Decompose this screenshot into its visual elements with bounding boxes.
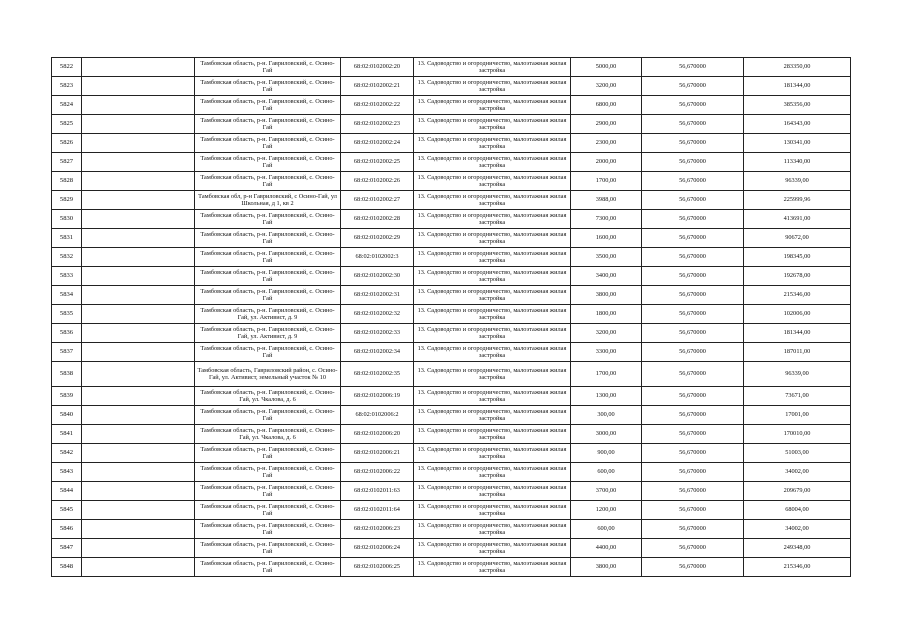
row-number-cell: 5830 bbox=[52, 210, 82, 229]
address-cell: Тамбовская область, р-н. Гавриловский, с. Осино-Гай bbox=[195, 115, 341, 134]
land-use-cell: 13. Садоводство и огородничество, малоэтажная жилая застройка bbox=[414, 153, 571, 172]
land-registry-table bbox=[51, 57, 851, 577]
empty-cell bbox=[82, 134, 195, 153]
land-use-cell: 13. Садоводство и огородничество, малоэтажная жилая застройка bbox=[414, 191, 571, 210]
cadastral-value-cell: 73671,00 bbox=[744, 387, 851, 406]
empty-cell bbox=[82, 501, 195, 520]
specific-value-cell: 56,670000 bbox=[642, 229, 744, 248]
area-cell: 3400,00 bbox=[571, 267, 642, 286]
empty-cell bbox=[82, 406, 195, 425]
cadastral-number-cell: 68:02:0102011:64 bbox=[341, 501, 414, 520]
cadastral-value-cell: 90672,00 bbox=[744, 229, 851, 248]
cadastral-number-cell: 68:02:0102002:20 bbox=[341, 58, 414, 77]
table-row bbox=[52, 115, 851, 134]
empty-cell bbox=[82, 248, 195, 267]
table-row bbox=[52, 134, 851, 153]
cadastral-number-cell: 68:02:0102002:23 bbox=[341, 115, 414, 134]
cadastral-number-cell: 68:02:0102002:25 bbox=[341, 153, 414, 172]
row-number-cell: 5841 bbox=[52, 425, 82, 444]
address-cell: Тамбовская область, р-н. Гавриловский, с. Осино-Гай bbox=[195, 229, 341, 248]
address-cell: Тамбовская область, Гавриловский район, с. Осино-Гай, ул. Активист, земельный участок № 10 bbox=[195, 362, 341, 387]
area-cell: 2000,00 bbox=[571, 153, 642, 172]
address-cell: Тамбовская область, р-н. Гавриловский, с. Осино-Гай bbox=[195, 286, 341, 305]
row-number-cell: 5843 bbox=[52, 463, 82, 482]
land-use-cell: 13. Садоводство и огородничество, малоэтажная жилая застройка bbox=[414, 134, 571, 153]
row-number-cell: 5839 bbox=[52, 387, 82, 406]
table-row bbox=[52, 362, 851, 387]
area-cell: 3988,00 bbox=[571, 191, 642, 210]
empty-cell bbox=[82, 210, 195, 229]
empty-cell bbox=[82, 305, 195, 324]
address-cell: Тамбовская область, р-н. Гавриловский, с. Осино-Гай, ул. Активист, д. 9 bbox=[195, 324, 341, 343]
land-use-cell: 13. Садоводство и огородничество, малоэтажная жилая застройка bbox=[414, 362, 571, 387]
area-cell: 1600,00 bbox=[571, 229, 642, 248]
table-row bbox=[52, 501, 851, 520]
land-use-cell: 13. Садоводство и огородничество, малоэтажная жилая застройка bbox=[414, 286, 571, 305]
row-number-cell: 5831 bbox=[52, 229, 82, 248]
cadastral-value-cell: 215346,00 bbox=[744, 558, 851, 577]
cadastral-number-cell: 68:02:0102002:32 bbox=[341, 305, 414, 324]
land-use-cell: 13. Садоводство и огородничество, малоэтажная жилая застройка bbox=[414, 463, 571, 482]
row-number-cell: 5822 bbox=[52, 58, 82, 77]
table-row bbox=[52, 229, 851, 248]
table-row bbox=[52, 267, 851, 286]
row-number-cell: 5847 bbox=[52, 539, 82, 558]
table-row bbox=[52, 343, 851, 362]
land-use-cell: 13. Садоводство и огородничество, малоэтажная жилая застройка bbox=[414, 501, 571, 520]
specific-value-cell: 56,670000 bbox=[642, 482, 744, 501]
cadastral-value-cell: 198345,00 bbox=[744, 248, 851, 267]
cadastral-number-cell: 68:02:0102002:21 bbox=[341, 77, 414, 96]
cadastral-value-cell: 181344,00 bbox=[744, 324, 851, 343]
row-number-cell: 5844 bbox=[52, 482, 82, 501]
cadastral-number-cell: 68:02:0102002:27 bbox=[341, 191, 414, 210]
empty-cell bbox=[82, 482, 195, 501]
address-cell: Тамбовская область, р-н. Гавриловский, с. Осино-Гай, ул. Чкалова, д. 6 bbox=[195, 425, 341, 444]
empty-cell bbox=[82, 172, 195, 191]
specific-value-cell: 56,670000 bbox=[642, 96, 744, 115]
area-cell: 900,00 bbox=[571, 444, 642, 463]
row-number-cell: 5840 bbox=[52, 406, 82, 425]
table-row bbox=[52, 482, 851, 501]
land-use-cell: 13. Садоводство и огородничество, малоэтажная жилая застройка bbox=[414, 229, 571, 248]
address-cell: Тамбовская область, р-н. Гавриловский, с. Осино-Гай bbox=[195, 248, 341, 267]
cadastral-number-cell: 68:02:0102002:34 bbox=[341, 343, 414, 362]
row-number-cell: 5842 bbox=[52, 444, 82, 463]
table-row bbox=[52, 387, 851, 406]
cadastral-value-cell: 170010,00 bbox=[744, 425, 851, 444]
empty-cell bbox=[82, 463, 195, 482]
cadastral-value-cell: 192678,00 bbox=[744, 267, 851, 286]
cadastral-value-cell: 164343,00 bbox=[744, 115, 851, 134]
empty-cell bbox=[82, 153, 195, 172]
specific-value-cell: 56,670000 bbox=[642, 77, 744, 96]
empty-cell bbox=[82, 286, 195, 305]
area-cell: 300,00 bbox=[571, 406, 642, 425]
specific-value-cell: 56,670000 bbox=[642, 324, 744, 343]
cadastral-number-cell: 68:02:0102002:30 bbox=[341, 267, 414, 286]
address-cell: Тамбовская область, р-н. Гавриловский, с. Осино-Гай bbox=[195, 172, 341, 191]
specific-value-cell: 56,670000 bbox=[642, 134, 744, 153]
row-number-cell: 5835 bbox=[52, 305, 82, 324]
area-cell: 2900,00 bbox=[571, 115, 642, 134]
address-cell: Тамбовская область, р-н. Гавриловский, с. Осино-Гай bbox=[195, 501, 341, 520]
area-cell: 3200,00 bbox=[571, 324, 642, 343]
table-row bbox=[52, 58, 851, 77]
address-cell: Тамбовская область, р-н. Гавриловский, с. Осино-Гай bbox=[195, 134, 341, 153]
cadastral-number-cell: 68:02:0102006:20 bbox=[341, 425, 414, 444]
table-row bbox=[52, 520, 851, 539]
area-cell: 1200,00 bbox=[571, 501, 642, 520]
specific-value-cell: 56,670000 bbox=[642, 558, 744, 577]
specific-value-cell: 56,670000 bbox=[642, 248, 744, 267]
table-row bbox=[52, 191, 851, 210]
land-use-cell: 13. Садоводство и огородничество, малоэтажная жилая застройка bbox=[414, 58, 571, 77]
area-cell: 1700,00 bbox=[571, 172, 642, 191]
area-cell: 1700,00 bbox=[571, 362, 642, 387]
specific-value-cell: 56,670000 bbox=[642, 425, 744, 444]
area-cell: 3800,00 bbox=[571, 286, 642, 305]
cadastral-value-cell: 51003,00 bbox=[744, 444, 851, 463]
cadastral-number-cell: 68:02:0102006:22 bbox=[341, 463, 414, 482]
area-cell: 3800,00 bbox=[571, 558, 642, 577]
cadastral-value-cell: 385356,00 bbox=[744, 96, 851, 115]
cadastral-number-cell: 68:02:0102002:31 bbox=[341, 286, 414, 305]
row-number-cell: 5834 bbox=[52, 286, 82, 305]
land-use-cell: 13. Садоводство и огородничество, малоэтажная жилая застройка bbox=[414, 343, 571, 362]
cadastral-value-cell: 209679,00 bbox=[744, 482, 851, 501]
address-cell: Тамбовская область, р-н. Гавриловский, с. Осино-Гай bbox=[195, 77, 341, 96]
address-cell: Тамбовская область, р-н. Гавриловский, с. Осино-Гай bbox=[195, 58, 341, 77]
address-cell: Тамбовская область, р-н. Гавриловский, с. Осино-Гай bbox=[195, 520, 341, 539]
specific-value-cell: 56,670000 bbox=[642, 539, 744, 558]
empty-cell bbox=[82, 387, 195, 406]
row-number-cell: 5837 bbox=[52, 343, 82, 362]
empty-cell bbox=[82, 362, 195, 387]
land-use-cell: 13. Садоводство и огородничество, малоэтажная жилая застройка bbox=[414, 324, 571, 343]
cadastral-number-cell: 68:02:0102002:22 bbox=[341, 96, 414, 115]
cadastral-number-cell: 68:02:0102002:24 bbox=[341, 134, 414, 153]
address-cell: Тамбовская область, р-н. Гавриловский, с. Осино-Гай, ул. Активист, д. 9 bbox=[195, 305, 341, 324]
row-number-cell: 5829 bbox=[52, 191, 82, 210]
row-number-cell: 5827 bbox=[52, 153, 82, 172]
empty-cell bbox=[82, 115, 195, 134]
address-cell: Тамбовская область, р-н. Гавриловский, с. Осино-Гай, ул. Чкалова, д. 6 bbox=[195, 387, 341, 406]
table-row bbox=[52, 172, 851, 191]
empty-cell bbox=[82, 191, 195, 210]
cadastral-number-cell: 68:02:0102002:29 bbox=[341, 229, 414, 248]
table-row bbox=[52, 153, 851, 172]
specific-value-cell: 56,670000 bbox=[642, 172, 744, 191]
land-use-cell: 13. Садоводство и огородничество, малоэтажная жилая застройка bbox=[414, 520, 571, 539]
cadastral-number-cell: 68:02:0102002:35 bbox=[341, 362, 414, 387]
cadastral-number-cell: 68:02:0102002:26 bbox=[341, 172, 414, 191]
cadastral-value-cell: 17001,00 bbox=[744, 406, 851, 425]
cadastral-number-cell: 68:02:0102006:19 bbox=[341, 387, 414, 406]
area-cell: 3500,00 bbox=[571, 248, 642, 267]
empty-cell bbox=[82, 444, 195, 463]
table-row bbox=[52, 248, 851, 267]
empty-cell bbox=[82, 425, 195, 444]
land-use-cell: 13. Садоводство и огородничество, малоэтажная жилая застройка bbox=[414, 387, 571, 406]
land-use-cell: 13. Садоводство и огородничество, малоэтажная жилая застройка bbox=[414, 267, 571, 286]
land-use-cell: 13. Садоводство и огородничество, малоэтажная жилая застройка bbox=[414, 305, 571, 324]
address-cell: Тамбовская область, р-н. Гавриловский, с. Осино-Гай bbox=[195, 210, 341, 229]
empty-cell bbox=[82, 229, 195, 248]
table-row bbox=[52, 77, 851, 96]
cadastral-number-cell: 68:02:0102006:24 bbox=[341, 539, 414, 558]
table-row bbox=[52, 558, 851, 577]
table-row bbox=[52, 324, 851, 343]
row-number-cell: 5848 bbox=[52, 558, 82, 577]
row-number-cell: 5836 bbox=[52, 324, 82, 343]
address-cell: Тамбовская область, р-н. Гавриловский, с. Осино-Гай bbox=[195, 406, 341, 425]
land-use-cell: 13. Садоводство и огородничество, малоэтажная жилая застройка bbox=[414, 115, 571, 134]
address-cell: Тамбовская обл, р-н Гавриловский, с Осино-Гай, ул Школьная, д 1, кв 2 bbox=[195, 191, 341, 210]
specific-value-cell: 56,670000 bbox=[642, 520, 744, 539]
address-cell: Тамбовская область, р-н. Гавриловский, с. Осино-Гай bbox=[195, 463, 341, 482]
land-use-cell: 13. Садоводство и огородничество, малоэтажная жилая застройка bbox=[414, 482, 571, 501]
area-cell: 2300,00 bbox=[571, 134, 642, 153]
area-cell: 3200,00 bbox=[571, 77, 642, 96]
row-number-cell: 5828 bbox=[52, 172, 82, 191]
land-use-cell: 13. Садоводство и огородничество, малоэтажная жилая застройка bbox=[414, 210, 571, 229]
empty-cell bbox=[82, 96, 195, 115]
address-cell: Тамбовская область, р-н. Гавриловский, с. Осино-Гай bbox=[195, 343, 341, 362]
address-cell: Тамбовская область, р-н. Гавриловский, с. Осино-Гай bbox=[195, 558, 341, 577]
area-cell: 5000,00 bbox=[571, 58, 642, 77]
cadastral-value-cell: 96339,00 bbox=[744, 172, 851, 191]
cadastral-number-cell: 68:02:0102002:33 bbox=[341, 324, 414, 343]
cadastral-number-cell: 68:02:0102002:28 bbox=[341, 210, 414, 229]
table-row bbox=[52, 444, 851, 463]
cadastral-number-cell: 68:02:0102011:63 bbox=[341, 482, 414, 501]
specific-value-cell: 56,670000 bbox=[642, 305, 744, 324]
empty-cell bbox=[82, 520, 195, 539]
area-cell: 1800,00 bbox=[571, 305, 642, 324]
specific-value-cell: 56,670000 bbox=[642, 501, 744, 520]
row-number-cell: 5833 bbox=[52, 267, 82, 286]
cadastral-value-cell: 130341,00 bbox=[744, 134, 851, 153]
land-use-cell: 13. Садоводство и огородничество, малоэтажная жилая застройка bbox=[414, 172, 571, 191]
land-use-cell: 13. Садоводство и огородничество, малоэтажная жилая застройка bbox=[414, 444, 571, 463]
specific-value-cell: 56,670000 bbox=[642, 210, 744, 229]
table-row bbox=[52, 463, 851, 482]
row-number-cell: 5846 bbox=[52, 520, 82, 539]
area-cell: 1300,00 bbox=[571, 387, 642, 406]
cadastral-value-cell: 102006,00 bbox=[744, 305, 851, 324]
address-cell: Тамбовская область, р-н. Гавриловский, с. Осино-Гай bbox=[195, 153, 341, 172]
address-cell: Тамбовская область, р-н. Гавриловский, с. Осино-Гай bbox=[195, 482, 341, 501]
land-use-cell: 13. Садоводство и огородничество, малоэтажная жилая застройка bbox=[414, 248, 571, 267]
table-row bbox=[52, 96, 851, 115]
specific-value-cell: 56,670000 bbox=[642, 153, 744, 172]
specific-value-cell: 56,670000 bbox=[642, 387, 744, 406]
area-cell: 3300,00 bbox=[571, 343, 642, 362]
empty-cell bbox=[82, 58, 195, 77]
cadastral-value-cell: 413691,00 bbox=[744, 210, 851, 229]
area-cell: 600,00 bbox=[571, 520, 642, 539]
cadastral-value-cell: 181344,00 bbox=[744, 77, 851, 96]
specific-value-cell: 56,670000 bbox=[642, 191, 744, 210]
specific-value-cell: 56,670000 bbox=[642, 343, 744, 362]
address-cell: Тамбовская область, р-н. Гавриловский, с. Осино-Гай bbox=[195, 96, 341, 115]
empty-cell bbox=[82, 539, 195, 558]
cadastral-value-cell: 215346,00 bbox=[744, 286, 851, 305]
cadastral-number-cell: 68:02:0102006:21 bbox=[341, 444, 414, 463]
empty-cell bbox=[82, 77, 195, 96]
specific-value-cell: 56,670000 bbox=[642, 286, 744, 305]
table-row bbox=[52, 305, 851, 324]
land-use-cell: 13. Садоводство и огородничество, малоэтажная жилая застройка bbox=[414, 425, 571, 444]
row-number-cell: 5826 bbox=[52, 134, 82, 153]
land-use-cell: 13. Садоводство и огородничество, малоэтажная жилая застройка bbox=[414, 96, 571, 115]
cadastral-value-cell: 96339,00 bbox=[744, 362, 851, 387]
row-number-cell: 5832 bbox=[52, 248, 82, 267]
area-cell: 600,00 bbox=[571, 463, 642, 482]
row-number-cell: 5823 bbox=[52, 77, 82, 96]
row-number-cell: 5838 bbox=[52, 362, 82, 387]
specific-value-cell: 56,670000 bbox=[642, 58, 744, 77]
table-row bbox=[52, 286, 851, 305]
cadastral-number-cell: 68:02:0102006:25 bbox=[341, 558, 414, 577]
empty-cell bbox=[82, 343, 195, 362]
specific-value-cell: 56,670000 bbox=[642, 444, 744, 463]
row-number-cell: 5824 bbox=[52, 96, 82, 115]
specific-value-cell: 56,670000 bbox=[642, 267, 744, 286]
table-row bbox=[52, 539, 851, 558]
row-number-cell: 5825 bbox=[52, 115, 82, 134]
specific-value-cell: 56,670000 bbox=[642, 362, 744, 387]
cadastral-number-cell: 68:02:0102006:23 bbox=[341, 520, 414, 539]
area-cell: 7300,00 bbox=[571, 210, 642, 229]
empty-cell bbox=[82, 324, 195, 343]
empty-cell bbox=[82, 267, 195, 286]
table-body bbox=[52, 58, 851, 577]
area-cell: 4400,00 bbox=[571, 539, 642, 558]
table-row bbox=[52, 425, 851, 444]
address-cell: Тамбовская область, р-н. Гавриловский, с. Осино-Гай bbox=[195, 539, 341, 558]
table-row bbox=[52, 406, 851, 425]
area-cell: 3700,00 bbox=[571, 482, 642, 501]
cadastral-value-cell: 68004,00 bbox=[744, 501, 851, 520]
cadastral-value-cell: 187011,00 bbox=[744, 343, 851, 362]
cadastral-value-cell: 249348,00 bbox=[744, 539, 851, 558]
area-cell: 6800,00 bbox=[571, 96, 642, 115]
cadastral-number-cell: 68:02:0102002:3 bbox=[341, 248, 414, 267]
cadastral-value-cell: 225999,96 bbox=[744, 191, 851, 210]
address-cell: Тамбовская область, р-н. Гавриловский, с. Осино-Гай bbox=[195, 267, 341, 286]
specific-value-cell: 56,670000 bbox=[642, 463, 744, 482]
cadastral-number-cell: 68:02:0102006:2 bbox=[341, 406, 414, 425]
cadastral-value-cell: 283350,00 bbox=[744, 58, 851, 77]
cadastral-value-cell: 34002,00 bbox=[744, 463, 851, 482]
land-use-cell: 13. Садоводство и огородничество, малоэтажная жилая застройка bbox=[414, 558, 571, 577]
cadastral-value-cell: 113340,00 bbox=[744, 153, 851, 172]
empty-cell bbox=[82, 558, 195, 577]
specific-value-cell: 56,670000 bbox=[642, 406, 744, 425]
land-use-cell: 13. Садоводство и огородничество, малоэтажная жилая застройка bbox=[414, 77, 571, 96]
address-cell: Тамбовская область, р-н. Гавриловский, с. Осино-Гай bbox=[195, 444, 341, 463]
land-use-cell: 13. Садоводство и огородничество, малоэтажная жилая застройка bbox=[414, 539, 571, 558]
table-row bbox=[52, 210, 851, 229]
specific-value-cell: 56,670000 bbox=[642, 115, 744, 134]
area-cell: 3000,00 bbox=[571, 425, 642, 444]
cadastral-value-cell: 34002,00 bbox=[744, 520, 851, 539]
row-number-cell: 5845 bbox=[52, 501, 82, 520]
land-use-cell: 13. Садоводство и огородничество, малоэтажная жилая застройка bbox=[414, 406, 571, 425]
